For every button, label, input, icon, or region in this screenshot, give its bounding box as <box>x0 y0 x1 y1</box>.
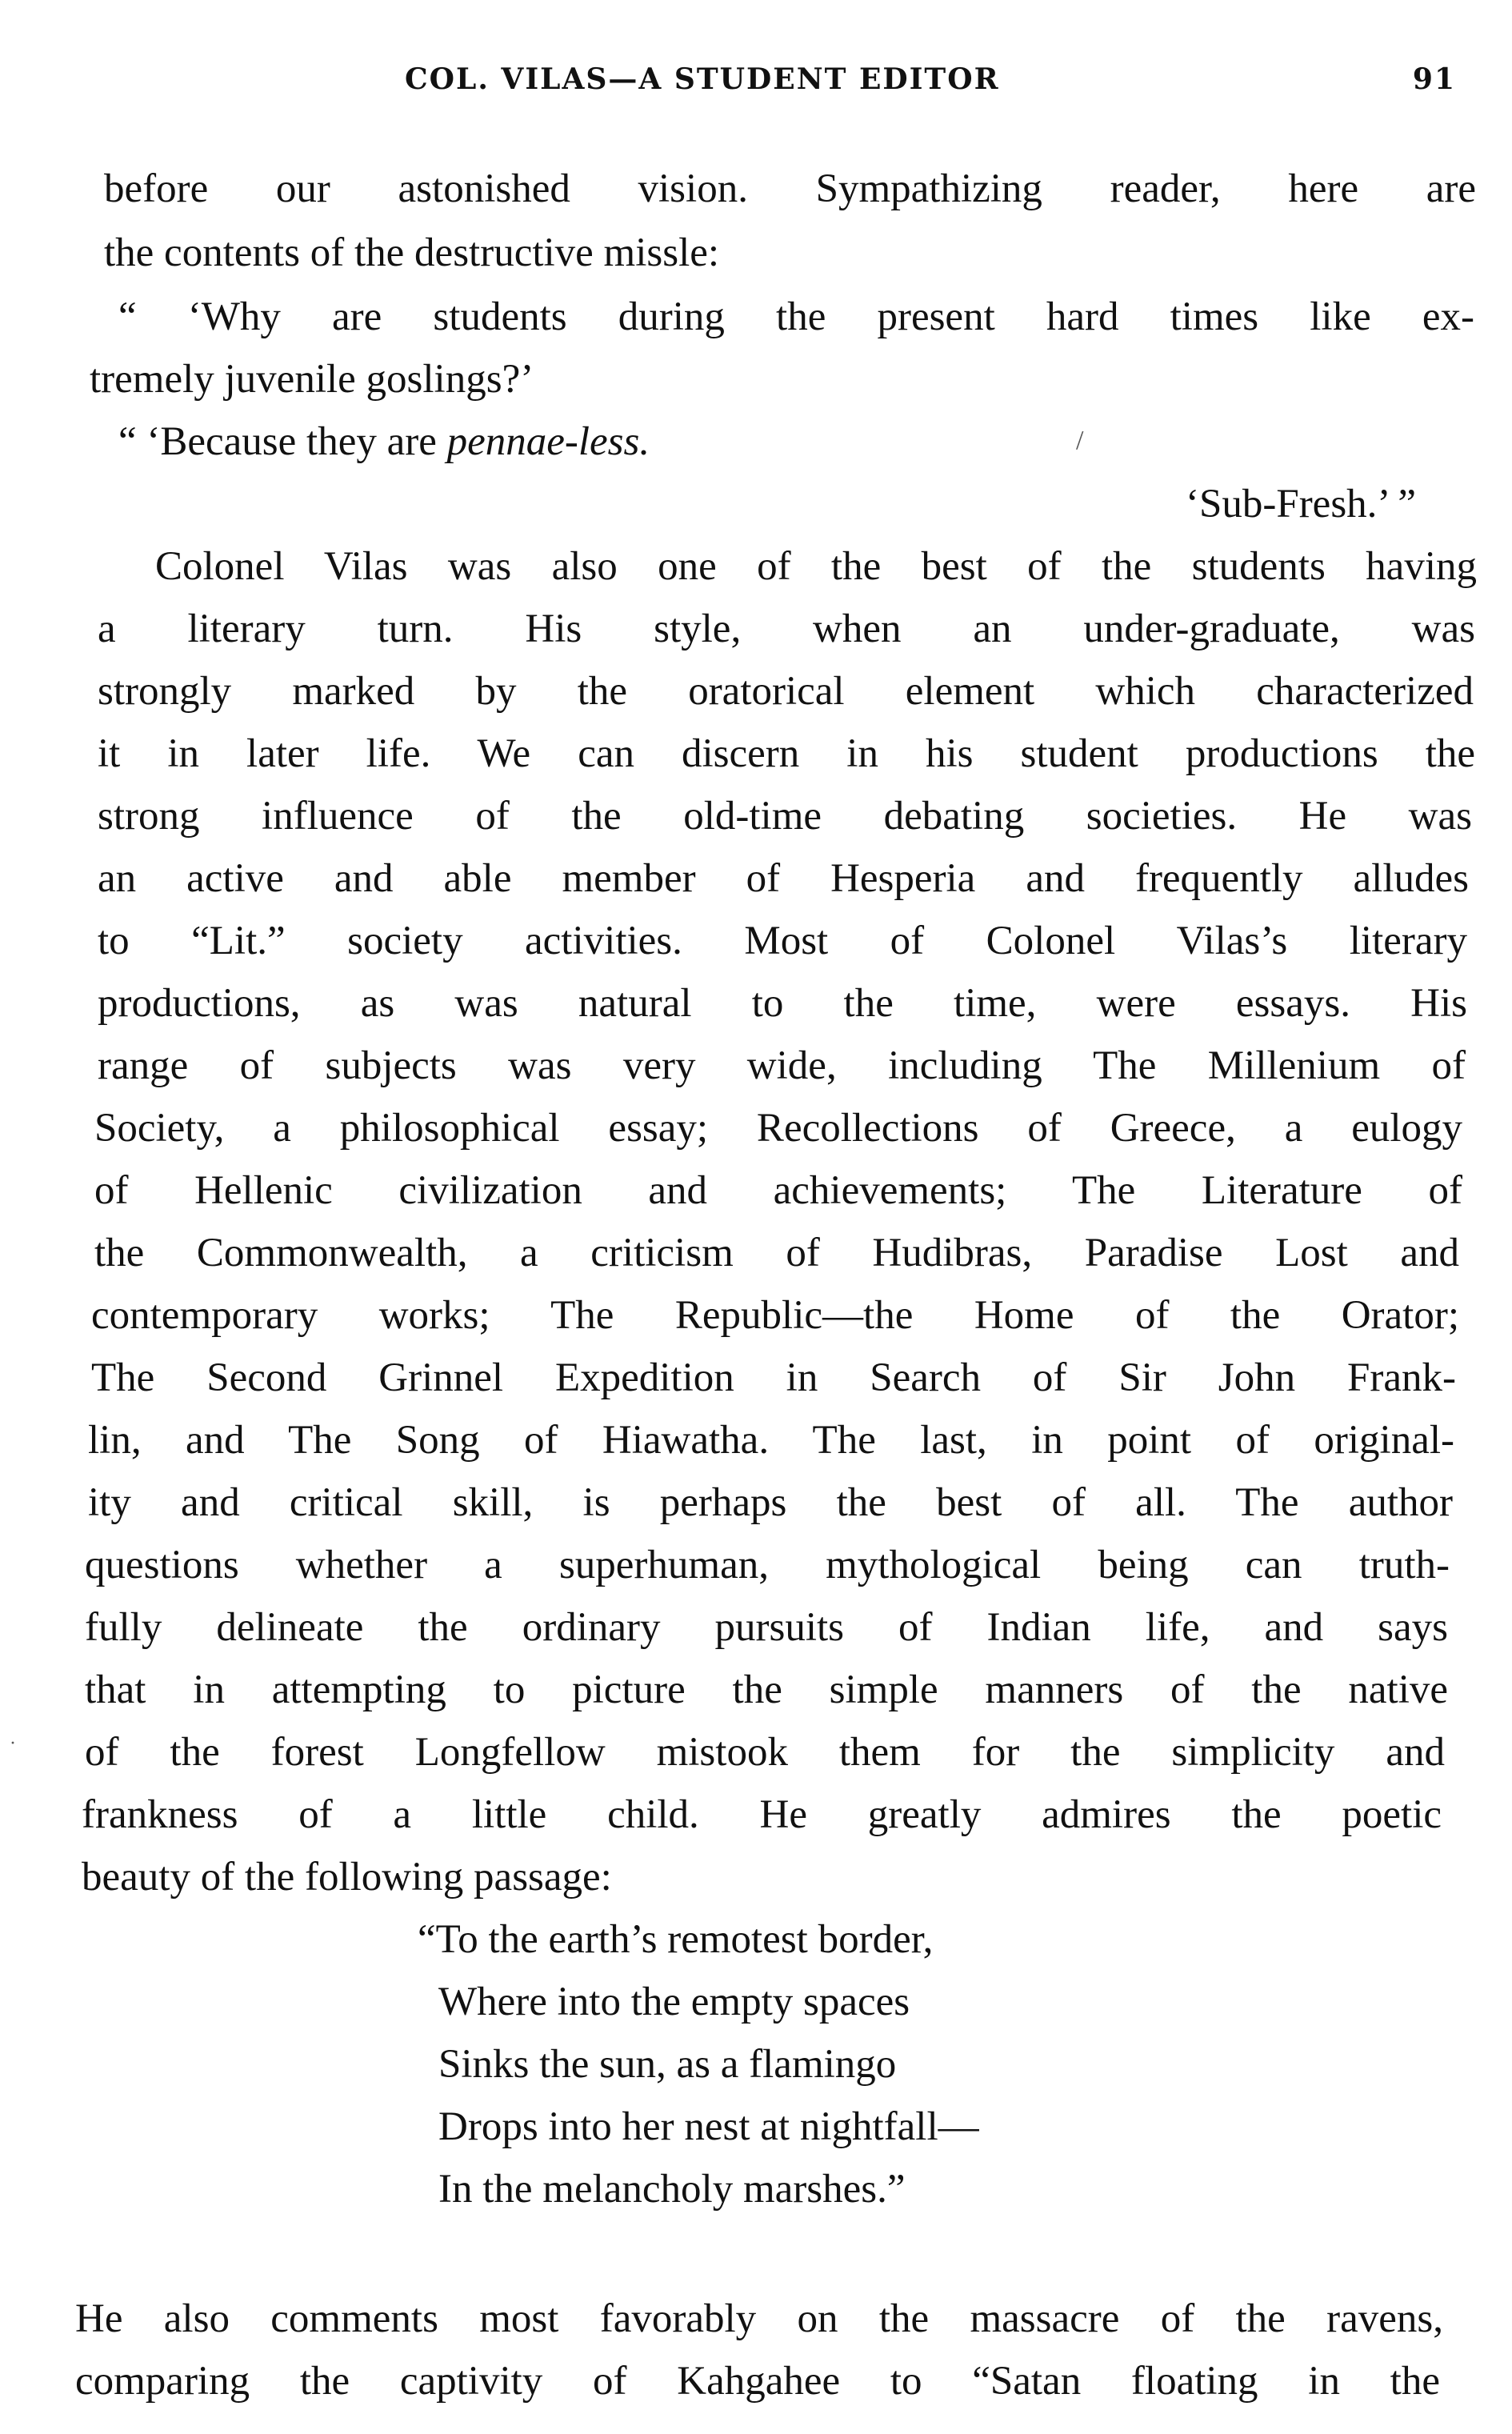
body-line: before our astonished vision. Sympathizing reader, here are <box>104 166 1476 211</box>
body-line: beauty of the following passage: <box>82 1855 612 1900</box>
poem-line: “To the earth’s remotest border, <box>418 1917 934 1962</box>
body-line: He also comments most favorably on the massacre of the ravens, <box>75 2296 1443 2341</box>
body-line: “ ‘Why are students during the present hard times like ex- <box>118 294 1474 339</box>
body-line: productions, as was natural to the time, were essays. His <box>98 981 1467 1026</box>
body-line: strongly marked by the oratorical element which characterized <box>98 669 1474 714</box>
body-line: tremely juvenile goslings?’ <box>90 357 534 402</box>
body-line: strong influence of the old-time debating societies. He was <box>98 794 1472 839</box>
body-line-text: “ ‘Because they are <box>118 419 447 464</box>
body-line: Colonel Vilas was also one of the best of the students having <box>155 544 1477 589</box>
poem-line: Drops into her nest at nightfall— <box>438 2104 979 2149</box>
body-line: fully delineate the ordinary pursuits of Indian life, and says <box>85 1605 1448 1650</box>
italic-word: pennae-less. <box>446 419 650 464</box>
page-number: 91 <box>1412 62 1456 96</box>
body-line: that in attempting to picture the simple manners of the native <box>85 1667 1448 1712</box>
body-line: frankness of a little child. He greatly admires the poetic <box>82 1792 1442 1837</box>
body-line: it in later life. We can discern in his student productions the <box>98 731 1475 776</box>
stray-mark: / <box>1076 426 1084 455</box>
body-line: contemporary works; The Republic—the Home of the Orator; <box>91 1293 1459 1338</box>
body-line: of the forest Longfellow mistook them for the simplicity and <box>85 1730 1445 1775</box>
body-line: ity and critical skill, is perhaps the best of all. The author <box>88 1480 1453 1525</box>
body-line: questions whether a superhuman, mythological being can truth- <box>85 1543 1450 1587</box>
body-line: a literary turn. His style, when an under-graduate, was <box>98 606 1475 651</box>
poem-line: Where into the empty spaces <box>438 1980 910 2024</box>
signature-line: ‘Sub-Fresh.’ ” <box>1186 482 1416 526</box>
stray-mark: · <box>10 1733 16 1754</box>
body-line: comparing the captivity of Kahgahee to “Satan floating in the <box>75 2359 1440 2404</box>
body-line: range of subjects was very wide, including The Millenium of <box>98 1043 1466 1088</box>
running-head <box>400 62 1456 110</box>
body-line: an active and able member of Hesperia and frequently alludes <box>98 856 1469 901</box>
body-line: The Second Grinnel Expedition in Search of Sir John Frank- <box>91 1355 1456 1400</box>
body-line: Society, a philosophical essay; Recollections of Greece, a eulogy <box>94 1106 1462 1151</box>
body-line: of Hellenic civilization and achievements; The Literature of <box>94 1168 1462 1213</box>
poem-line: In the melancholy marshes.” <box>438 2167 906 2212</box>
body-line: to “Lit.” society activities. Most of Colonel Vilas’s literary <box>98 919 1467 963</box>
body-line: the Commonwealth, a criticism of Hudibras, Paradise Lost and <box>94 1231 1459 1275</box>
body-line: the contents of the destructive missle: <box>104 230 720 275</box>
poem-line: Sinks the sun, as a flamingo <box>438 2042 897 2087</box>
body-line <box>118 418 650 466</box>
body-line: lin, and The Song of Hiawatha. The last, in point of original- <box>88 1418 1454 1463</box>
running-head-title: COL. VILAS—A STUDENT EDITOR <box>405 62 1000 96</box>
